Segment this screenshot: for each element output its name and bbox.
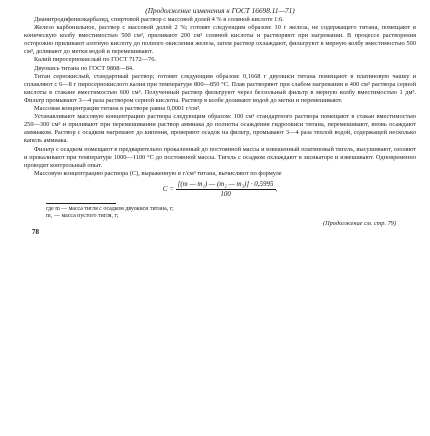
paragraph-reagent-titanium-dioxide: Двуокись титана по ГОСТ 9808—84. xyxy=(34,64,134,72)
formula-numerator: [(m — m₁) — (m₂ — m₃)] · 0,5995 xyxy=(177,179,274,188)
paragraph-reagent-potassium: Калий пиросернокислый по ГОСТ 7172—76. xyxy=(34,56,156,64)
paragraph-formula-intro: Массовую концентрацию раствора (С), выраженную в г/см³ титана, вычисляют по формуле xyxy=(34,169,282,177)
running-title: (Продолжение изменения к ГОСТ 16698.11—71) xyxy=(145,6,295,15)
formula-fraction xyxy=(176,180,276,199)
paragraph-reagent-iron: Железо карбонильное, раствор с массовой долей 2 %; готовят следующим образом: 10 г железа, не содержащего титана, помещают в коническую колбу вместимостью 500 см³, приливают 200 см³ соляной кислоты и растворяют при нагревании. В процессе растворения осторожно приливают азотную кислоту до полного окисления железа, затем раствор охлаждают, фильтруют в мерную колбу вместимостью 500 см³, доливают до метки водой и перемешивают. xyxy=(24,24,416,56)
continuation-note: (Продолжение см. стр. 79) xyxy=(323,220,396,228)
footnote-line-2: m₁ — масса пустого тигля, г; xyxy=(46,213,119,220)
paragraph-reagent-diphenylcarbazide: Дианитродифенилкарбазид, спиртовой раствор с массовой долей 4 % в соляной кислоте 1:6. xyxy=(34,16,284,23)
footnote-line-1: где m — масса тигля с осадком двуокиси титана, г; xyxy=(46,205,174,212)
concentration-formula xyxy=(24,180,416,199)
footnote-divider xyxy=(46,203,116,204)
page-number: 78 xyxy=(32,228,39,237)
formula-prefix: C = xyxy=(162,184,174,193)
paragraph-filter-procedure: Фильтр с осадком помещают в предварительно прокаленный до постоянной массы и взвешенный платиновый тигель, высушивают, озоляют и прокаливают при температуре 1000—1100 °С до постоянной массы. Тигель с осадком охлаждают в эксикаторе и взвешивают. Одновременно проводят контрольный опыт. xyxy=(24,145,416,169)
formula-denominator: 100 xyxy=(220,189,231,198)
formula-suffix: , xyxy=(275,184,278,193)
paragraph-concentration-setup: Устанавливают массовую концентрацию раствора следующим образом: 100 см³ стандартного раствора помещают в стакан вместимостью 250—300 см³ и приливают при перемешивании раствор аммиака до полноты осаждения гидроокиси титана, перемешивают, вновь осаждают аммиаком. Раствор с осадком нагревают до кипения, проверяют осадок на фильтр, промывают 3—4 раза теплой водой, содержащей несколько капель аммиака. xyxy=(24,113,416,145)
paragraph-mass-concentration: Массовая концентрация титана в растворе равна 0,0001 г/см³. xyxy=(34,105,201,113)
paragraph-titanium-standard-solution: Титан сернокислый, стандартный раствор; готовят следующим образом: 0,1668 г двуокиси титана помещают в платиновую чашку и сплавляют с 6—8 г пиросернокислого калия при температуре 800—850 °С. Плав растворяют при слабом нагревании в 400 см³ раствора серной кислоты в стакане вместимостью 600 см³. Полученный раствор фильтруют через беззольный фильтр в мерную колбу вместимостью 1 дм³. Фильтр промывают 3—4 раза раствором серной кислоты. Раствор в колбе доливают водой до метки и перемешивают. xyxy=(24,72,416,104)
